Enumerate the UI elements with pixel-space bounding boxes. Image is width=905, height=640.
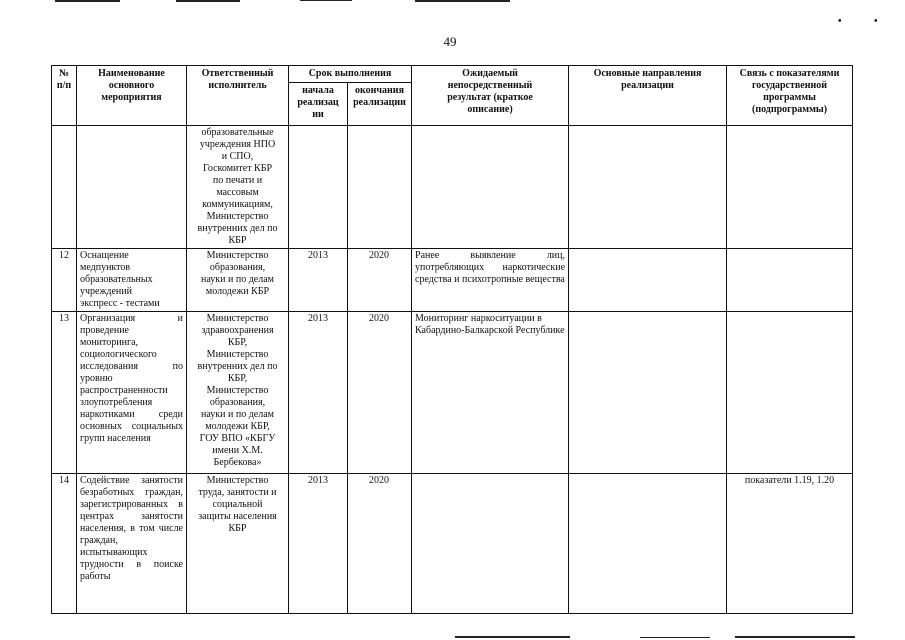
row-responsible: образовательные учреждения НПО и СПО, Госкомитет КБР по печати и массовым коммуникациям, Министерство внутренних дел по КБР <box>187 126 289 249</box>
row-link: показатели 1.19, 1.20 <box>727 474 853 614</box>
table-row <box>52 474 853 614</box>
row-name: Организация и проведение мониторинга, социологического исследования по уровню распространенности злоупотребления наркотиками среди основных социальных групп населения <box>77 312 187 474</box>
row-responsible: Министерство труда, занятости и социальной защиты населения КБР <box>187 474 289 614</box>
row-start: 2013 <box>289 249 348 312</box>
scan-artifact-line <box>415 0 510 2</box>
row-expected: Ранее выявление лиц, употребляющих наркотические средства и психотропные вещества <box>412 249 569 312</box>
header-directions: Основные направления реализации <box>569 66 727 126</box>
table-row <box>52 249 853 312</box>
table-header-row <box>52 66 853 83</box>
header-link: Связь с показателями государственной программы (подпрограммы) <box>727 66 853 126</box>
row-start <box>289 126 348 249</box>
row-responsible: Министерство здравоохранения КБР, Министерство внутренних дел по КБР, Министерство образования, науки и по делам молодежи КБР, ГОУ ВПО «КБГУ имени Х.М. Бербекова» <box>187 312 289 474</box>
scan-speck: • <box>874 16 878 27</box>
page-number: 49 <box>443 34 457 49</box>
row-end: 2020 <box>348 249 412 312</box>
row-expected: Мониторинг наркоситуации в Кабардино-Балкарской Республике <box>412 312 569 474</box>
row-name: Оснащение медпунктов образовательных учреждений экспресс - тестами <box>77 249 187 312</box>
row-num: 14 <box>52 474 77 614</box>
header-term: Срок выполнения <box>289 66 412 83</box>
scan-artifact-line <box>640 637 710 638</box>
row-directions <box>569 312 727 474</box>
row-start: 2013 <box>289 474 348 614</box>
row-num <box>52 126 77 249</box>
scan-artifact-line <box>735 636 855 638</box>
table-row <box>52 312 853 474</box>
row-start: 2013 <box>289 312 348 474</box>
row-directions <box>569 126 727 249</box>
scan-artifact-line <box>176 0 240 2</box>
row-link <box>727 249 853 312</box>
row-responsible: Министерство образования, науки и по делам молодежи КБР <box>187 249 289 312</box>
row-name: Содействие занятости безработных граждан, зарегистрированных в центрах занятости населения, в том числе граждан, испытывающих трудности в поиске работы <box>77 474 187 614</box>
header-expected: Ожидаемый непосредственный результат (краткое описание) <box>412 66 569 126</box>
row-end: 2020 <box>348 474 412 614</box>
row-name <box>77 126 187 249</box>
scan-speck: • <box>838 16 842 27</box>
row-link <box>727 312 853 474</box>
header-term-start: начала реализац ии <box>289 83 348 126</box>
row-num: 12 <box>52 249 77 312</box>
row-directions <box>569 249 727 312</box>
header-term-end: окончания реализации <box>348 83 412 126</box>
table-row <box>52 126 853 249</box>
row-directions <box>569 474 727 614</box>
row-num: 13 <box>52 312 77 474</box>
row-end: 2020 <box>348 312 412 474</box>
row-link <box>727 126 853 249</box>
scan-artifact-line <box>455 636 570 638</box>
scan-artifact-line <box>300 0 352 1</box>
header-name: Наименование основного мероприятия <box>77 66 187 126</box>
program-table <box>51 65 853 614</box>
row-expected <box>412 126 569 249</box>
scan-artifact-line <box>55 0 120 2</box>
row-end <box>348 126 412 249</box>
row-expected <box>412 474 569 614</box>
header-num: № п/п <box>52 66 77 126</box>
header-responsible: Ответственный исполнитель <box>187 66 289 126</box>
